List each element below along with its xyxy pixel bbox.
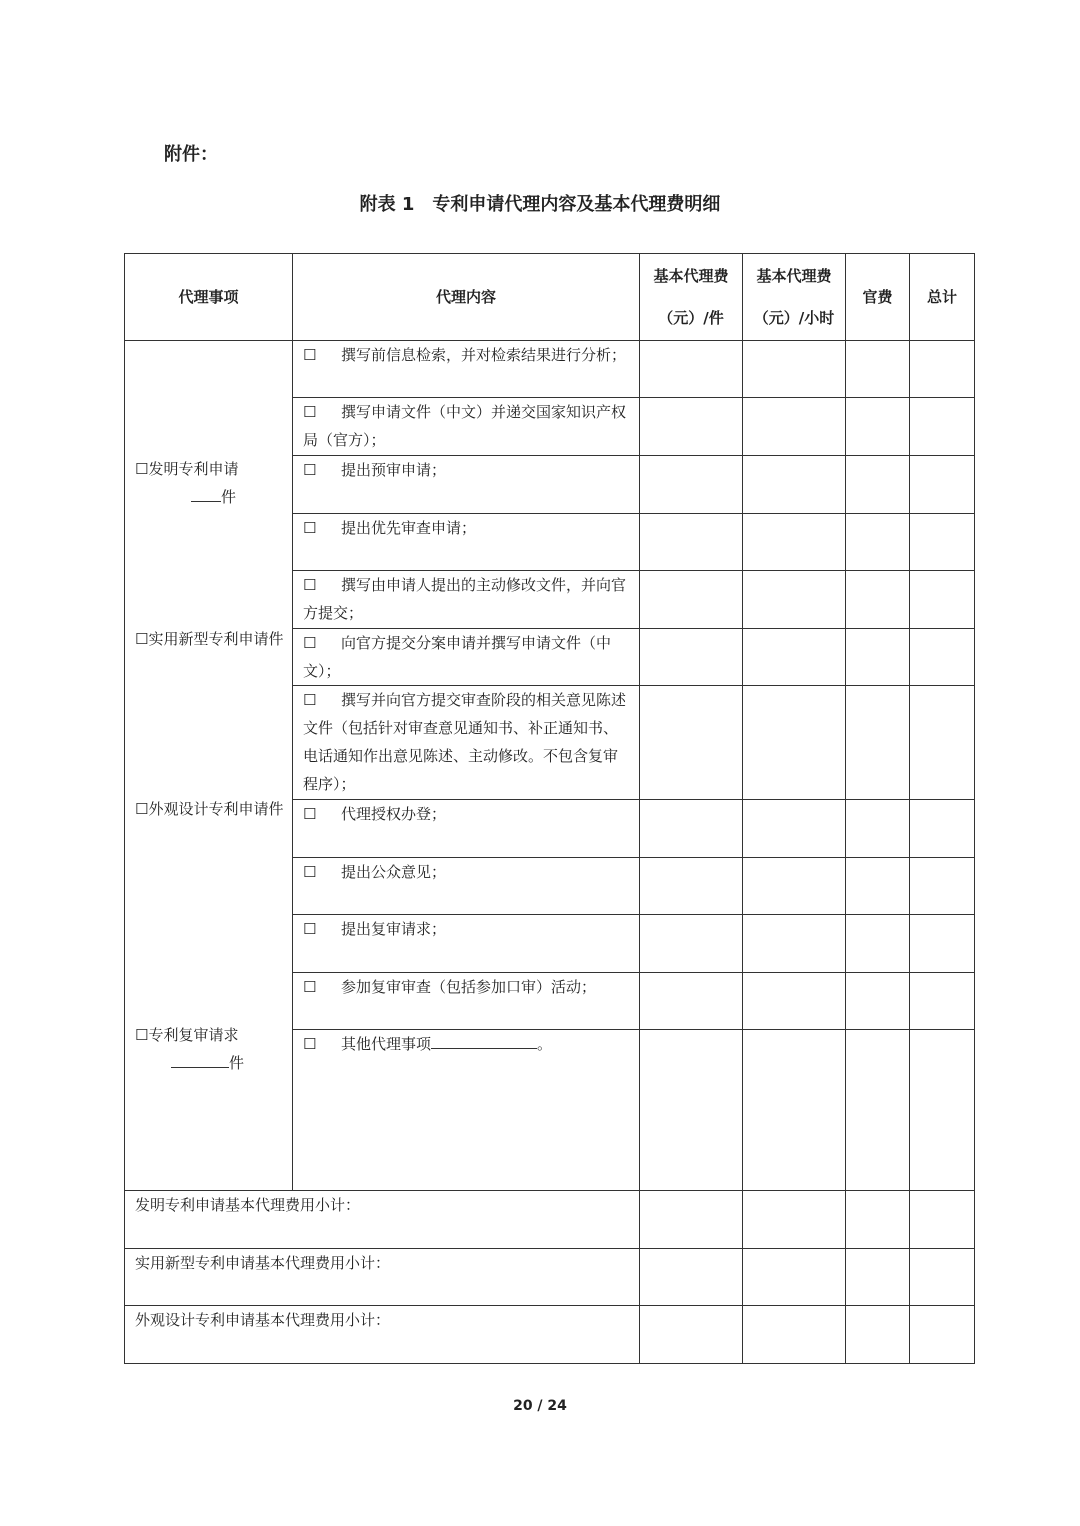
col-header-fee-per-hour xyxy=(743,254,846,341)
checkbox-icon[interactable]: ☐ xyxy=(303,1035,317,1053)
col-header-item: 代理事项 xyxy=(125,254,293,341)
content-text: 撰写并向官方提交审查阶段的相关意见陈述文件（包括针对审查意见通知书、补正通知书、电话通知作出意见陈述、主动修改。不包含复审程序）； xyxy=(303,691,627,793)
invention-unit: 件 xyxy=(221,488,237,506)
subtotal-row xyxy=(125,1191,975,1249)
checkbox-icon[interactable]: ☐ xyxy=(303,805,317,823)
agency-items-cell xyxy=(125,341,293,1191)
fee-per-hour-cell[interactable] xyxy=(743,1030,846,1191)
fee-per-hour-cell[interactable] xyxy=(743,1191,846,1249)
fee-per-hour-line2: （元）/小时 xyxy=(753,309,835,327)
fee-per-case-cell[interactable] xyxy=(640,1249,743,1306)
fee-per-case-line1: 基本代理费 xyxy=(653,267,729,285)
fee-table xyxy=(124,253,975,1364)
total-cell[interactable] xyxy=(910,1249,975,1306)
content-cell xyxy=(293,915,640,973)
fee-per-hour-cell[interactable] xyxy=(743,858,846,915)
subtotal-label: 实用新型专利申请基本代理费用小计： xyxy=(125,1249,640,1306)
item-utility-label: ☐实用新型专利申请件 xyxy=(135,630,284,648)
item-invention[interactable] xyxy=(135,455,286,511)
content-cell xyxy=(293,456,640,514)
fee-per-hour-cell[interactable] xyxy=(743,514,846,571)
content-text: 向官方提交分案申请并撰写申请文件（中文）； xyxy=(303,634,612,680)
checkbox-icon[interactable]: ☐ xyxy=(303,691,317,709)
content-cell xyxy=(293,686,640,800)
subtotal-row xyxy=(125,1249,975,1306)
fee-per-case-cell[interactable] xyxy=(640,1030,743,1191)
content-cell xyxy=(293,341,640,398)
official-fee-cell[interactable] xyxy=(846,514,910,571)
fee-per-hour-cell[interactable] xyxy=(743,456,846,514)
other-item-suffix: 。 xyxy=(537,1035,553,1053)
content-text: 提出预审申请； xyxy=(341,461,447,479)
fee-per-case-cell[interactable] xyxy=(640,398,743,456)
table-title: 附表 1 专利申请代理内容及基本代理费明细 xyxy=(359,194,721,215)
content-cell xyxy=(293,800,640,858)
total-cell[interactable] xyxy=(910,514,975,571)
subtotal-row xyxy=(125,1306,975,1364)
content-text: 撰写申请文件（中文）并递交国家知识产权局（官方）； xyxy=(303,403,627,449)
fee-per-hour-cell[interactable] xyxy=(743,915,846,973)
fee-per-case-cell[interactable] xyxy=(640,456,743,514)
content-text: 提出优先审查申请； xyxy=(341,519,477,537)
checkbox-icon[interactable]: ☐ xyxy=(303,634,317,652)
official-fee-cell[interactable] xyxy=(846,858,910,915)
fee-per-case-cell[interactable] xyxy=(640,686,743,800)
content-cell xyxy=(293,398,640,456)
fee-per-case-cell[interactable] xyxy=(640,973,743,1030)
fee-per-hour-cell[interactable] xyxy=(743,1306,846,1364)
item-invention-label: ☐发明专利申请 xyxy=(135,460,239,478)
checkbox-icon[interactable]: ☐ xyxy=(303,576,317,594)
fee-per-hour-cell[interactable] xyxy=(743,800,846,858)
fee-per-case-cell[interactable] xyxy=(640,571,743,629)
col-header-fee-per-case xyxy=(640,254,743,341)
total-cell[interactable] xyxy=(910,398,975,456)
content-text: 撰写前信息检索，并对检索结果进行分析； xyxy=(341,346,627,364)
subtotal-label: 发明专利申请基本代理费用小计： xyxy=(125,1191,640,1249)
item-design-label: ☐外观设计专利申请件 xyxy=(135,800,284,818)
total-cell[interactable] xyxy=(910,456,975,514)
official-fee-cell[interactable] xyxy=(846,1249,910,1306)
content-cell xyxy=(293,629,640,686)
total-cell[interactable] xyxy=(910,1306,975,1364)
content-text: 参加复审审查（包括参加口审）活动； xyxy=(341,978,597,996)
fee-per-hour-cell[interactable] xyxy=(743,1249,846,1306)
other-item-prefix: 其他代理事项 xyxy=(341,1035,432,1053)
content-text: 提出公众意见； xyxy=(341,863,447,881)
official-fee-cell[interactable] xyxy=(846,800,910,858)
official-fee-cell[interactable] xyxy=(846,456,910,514)
checkbox-icon[interactable]: ☐ xyxy=(303,519,317,537)
table-row xyxy=(125,341,975,398)
content-cell xyxy=(293,973,640,1030)
fee-per-case-cell[interactable] xyxy=(640,629,743,686)
content-cell xyxy=(293,858,640,915)
content-cell xyxy=(293,514,640,571)
fee-per-case-cell[interactable] xyxy=(640,1191,743,1249)
checkbox-icon[interactable]: ☐ xyxy=(303,920,317,938)
fee-per-hour-cell[interactable] xyxy=(743,341,846,398)
content-text: 代理授权办登； xyxy=(341,805,447,823)
content-cell xyxy=(293,571,640,629)
item-reexam-label: ☐专利复审请求 xyxy=(135,1026,239,1044)
checkbox-icon[interactable]: ☐ xyxy=(303,346,317,364)
col-header-total: 总计 xyxy=(910,254,975,341)
official-fee-cell[interactable] xyxy=(846,341,910,398)
subtotal-label: 外观设计专利申请基本代理费用小计： xyxy=(125,1306,640,1364)
item-reexam-count xyxy=(135,1049,286,1077)
content-text: 提出复审请求； xyxy=(341,920,447,938)
fee-per-case-cell[interactable] xyxy=(640,341,743,398)
total-cell[interactable] xyxy=(910,1191,975,1249)
content-cell xyxy=(293,1030,640,1191)
checkbox-icon[interactable]: ☐ xyxy=(303,863,317,881)
checkbox-icon[interactable]: ☐ xyxy=(303,461,317,479)
reexam-count-blank[interactable] xyxy=(171,1051,229,1068)
item-invention-count xyxy=(135,483,286,511)
total-cell[interactable] xyxy=(910,341,975,398)
total-cell[interactable] xyxy=(910,915,975,973)
total-cell[interactable] xyxy=(910,1030,975,1191)
fee-per-hour-line1: 基本代理费 xyxy=(756,267,832,285)
official-fee-cell[interactable] xyxy=(846,398,910,456)
fee-per-hour-cell[interactable] xyxy=(743,571,846,629)
fee-per-hour-cell[interactable] xyxy=(743,973,846,1030)
official-fee-cell[interactable] xyxy=(846,571,910,629)
total-cell[interactable] xyxy=(910,686,975,800)
fee-per-hour-cell[interactable] xyxy=(743,686,846,800)
fee-per-case-line2: （元）/件 xyxy=(658,309,724,327)
official-fee-cell[interactable] xyxy=(846,686,910,800)
total-cell[interactable] xyxy=(910,800,975,858)
fee-per-case-cell[interactable] xyxy=(640,915,743,973)
official-fee-cell[interactable] xyxy=(846,1191,910,1249)
total-cell[interactable] xyxy=(910,629,975,686)
item-design[interactable] xyxy=(135,795,286,823)
content-text: 撰写由申请人提出的主动修改文件，并向官方提交； xyxy=(303,576,627,622)
fee-per-case-cell[interactable] xyxy=(640,800,743,858)
col-header-official-fee: 官费 xyxy=(846,254,910,341)
official-fee-cell[interactable] xyxy=(846,973,910,1030)
table-header-row xyxy=(125,254,975,341)
fee-per-case-cell[interactable] xyxy=(640,514,743,571)
fee-per-case-cell[interactable] xyxy=(640,858,743,915)
invention-count-blank[interactable] xyxy=(191,485,221,502)
item-utility[interactable] xyxy=(135,625,286,653)
item-reexam[interactable] xyxy=(135,1021,286,1077)
fee-per-hour-cell[interactable] xyxy=(743,629,846,686)
total-cell[interactable] xyxy=(910,571,975,629)
total-cell[interactable] xyxy=(910,858,975,915)
page-indicator: 20 / 24 xyxy=(513,1398,567,1414)
reexam-unit: 件 xyxy=(229,1054,245,1072)
attachment-label: 附件： xyxy=(164,144,218,165)
official-fee-cell[interactable] xyxy=(846,915,910,973)
other-item-blank[interactable] xyxy=(431,1032,537,1049)
checkbox-icon[interactable]: ☐ xyxy=(303,403,317,421)
fee-per-case-cell[interactable] xyxy=(640,1306,743,1364)
official-fee-cell[interactable] xyxy=(846,1030,910,1191)
checkbox-icon[interactable]: ☐ xyxy=(303,978,317,996)
official-fee-cell[interactable] xyxy=(846,1306,910,1364)
col-header-content: 代理内容 xyxy=(293,254,640,341)
total-cell[interactable] xyxy=(910,973,975,1030)
official-fee-cell[interactable] xyxy=(846,629,910,686)
fee-per-hour-cell[interactable] xyxy=(743,398,846,456)
